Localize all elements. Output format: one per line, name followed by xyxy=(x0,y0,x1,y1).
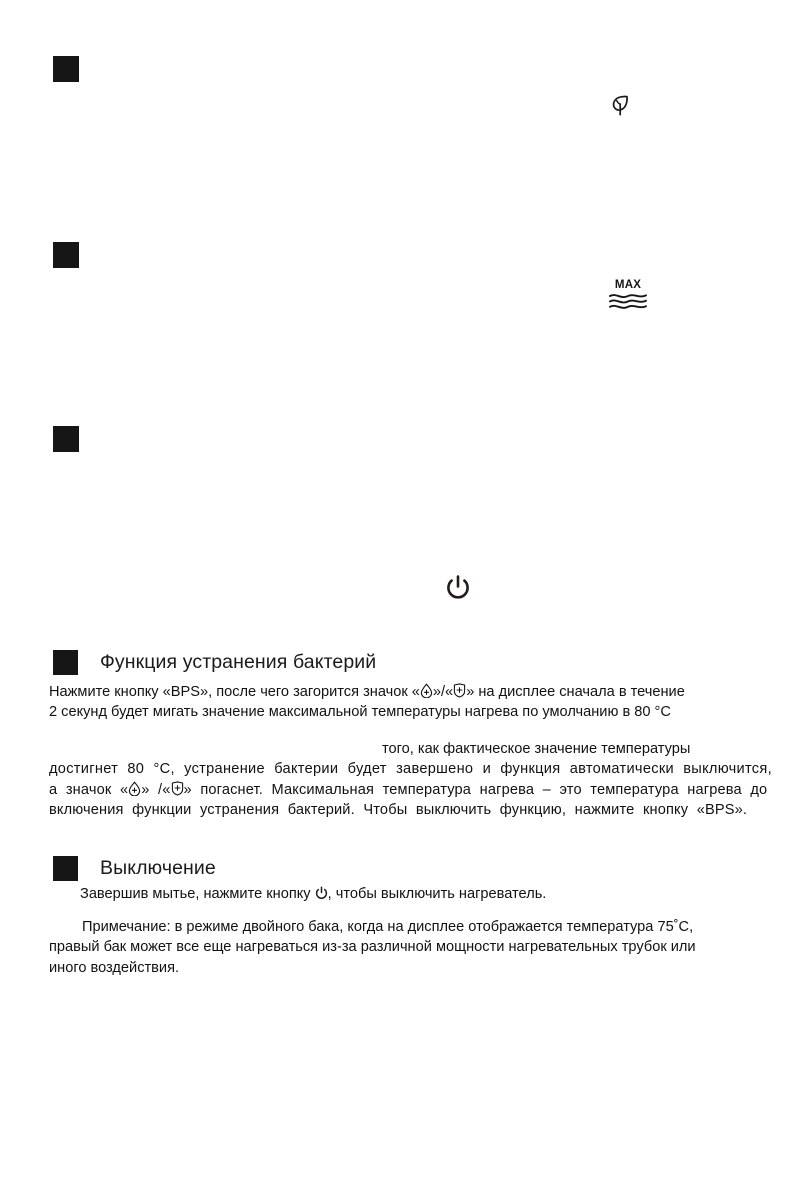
shutdown-note-line-1: Примечание: в режиме двойного бака, когда на дисплее отображается температура 75˚C, xyxy=(82,919,694,935)
shield-plus-icon xyxy=(171,781,184,796)
section-bullet-bacteria xyxy=(53,650,78,675)
shutdown-paragraph-1 xyxy=(80,884,770,904)
bacteria-p2-line-3a: а значок « xyxy=(49,781,129,798)
leaf-eco-icon xyxy=(608,92,634,118)
section-bullet-3 xyxy=(53,426,79,452)
shutdown-p1-text-b: , чтобы выключить нагреватель. xyxy=(327,886,547,902)
bacteria-p2-line-4: включения функции устранения бактерий. Чтобы выключить функцию, нажмите кнопку «BPS». xyxy=(49,802,748,819)
section-heading-shutdown xyxy=(53,856,216,881)
section-heading-bacteria-label: Функция устранения бактерий xyxy=(100,651,377,674)
bacteria-p2-line-3c: » погаснет. Максимальная температура нагрева – это температура нагрева до xyxy=(183,781,768,798)
bacteria-p2-line-3b: » /« xyxy=(141,781,171,798)
section-heading-bacteria xyxy=(53,650,376,675)
section-bullet-shutdown xyxy=(53,856,78,881)
bacteria-p1-line-1b: »/« xyxy=(432,684,454,700)
bacteria-p2-line-1: того, как фактическое значение температуры xyxy=(382,741,691,757)
bacteria-p1-line-2: 2 секунд будет мигать значение максимальной температуры нагрева по умолчанию в 80 °C xyxy=(49,704,671,721)
shield-plus-icon xyxy=(453,683,466,698)
water-drop-plus-icon xyxy=(128,781,141,796)
shutdown-p1-text-a: Завершив мытье, нажмите кнопку xyxy=(80,886,315,902)
bacteria-p1-line-1c: » на дисплее сначала в течение xyxy=(466,684,685,700)
bacteria-paragraph-1 xyxy=(49,682,764,723)
bacteria-p2-line-3 xyxy=(49,780,767,800)
bacteria-p1-line-1 xyxy=(49,682,764,702)
bacteria-p1-line-1a: Нажмите кнопку «BPS», после чего загорится значок « xyxy=(49,684,420,700)
shutdown-note-line-3: иного воздействия. xyxy=(49,959,180,976)
shutdown-note xyxy=(49,917,761,978)
section-bullet-1 xyxy=(53,56,79,82)
max-water-level-icon xyxy=(608,279,648,312)
section-bullet-2 xyxy=(53,242,79,268)
power-icon xyxy=(445,574,471,602)
bacteria-paragraph-2 xyxy=(49,739,772,821)
bacteria-p2-line-2: достигнет 80 °C, устранение бактерии будет завершено и функция автоматически выключится, xyxy=(49,761,772,778)
power-icon xyxy=(315,886,328,901)
water-drop-plus-icon xyxy=(420,683,433,698)
shutdown-note-line-2: правый бак может все еще нагреваться из-за различной мощности нагревательных трубок или xyxy=(49,939,696,956)
max-label: MAX xyxy=(614,279,642,291)
shutdown-p1-line-1 xyxy=(80,884,770,904)
section-heading-shutdown-label: Выключение xyxy=(100,857,216,880)
